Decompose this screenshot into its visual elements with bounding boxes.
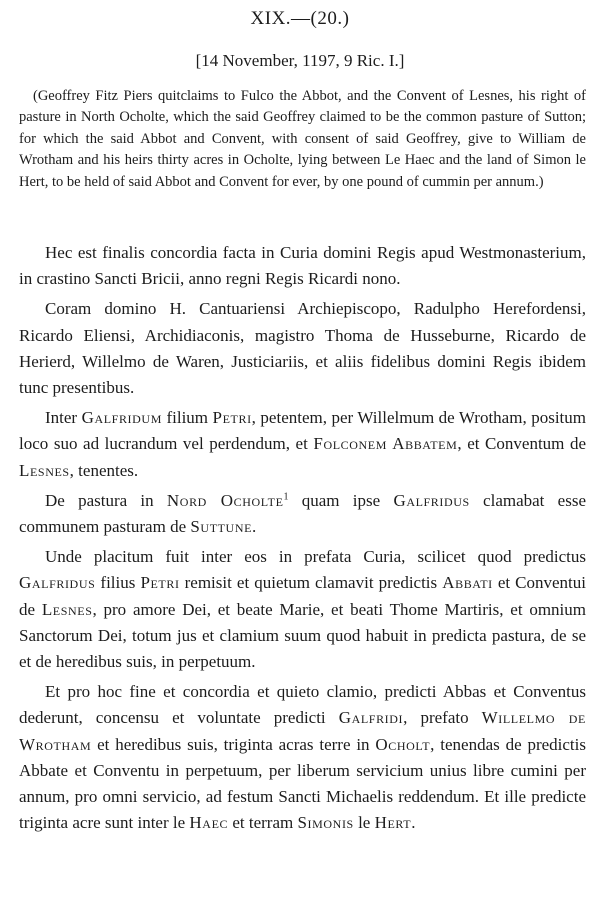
text-run: Unde placitum fuit inter eos in prefata Curia, scilicet quod predictus xyxy=(45,547,586,567)
text-run: clamabat esse communem pasturam de xyxy=(19,490,586,537)
text-run: , et Conventum de xyxy=(457,434,587,454)
name-ocholt: Ocholt xyxy=(375,734,431,754)
paragraph-5 xyxy=(19,544,586,675)
name-nord-ocholte: Nord Ocholte xyxy=(166,490,284,510)
name-simonis: Simonis xyxy=(297,813,354,833)
name-petri: Petri xyxy=(140,573,180,593)
name-galfridus: Galfridus xyxy=(393,490,470,510)
footnote-marker: 1 xyxy=(283,491,289,503)
paragraph-4 xyxy=(19,488,586,540)
name-petri: Petri xyxy=(212,408,252,428)
text-run: et heredibus suis, triginta acras terre in xyxy=(91,734,376,754)
text-run: le xyxy=(353,813,375,833)
name-lesnes: Lesnes xyxy=(41,599,93,619)
name-hert: Hert xyxy=(374,813,412,833)
name-galfridus: Galfridus xyxy=(19,573,96,593)
text-run: , petentem, per Willelmum de Wrotham, positum loco suo ad lucrandum vel perdendum, et xyxy=(19,408,586,454)
text-run: , pro amore Dei, et beate Marie, et beati Thome Martiris, et omnium Sanctorum Dei, totum jus et clamium suum quod habuit in predicta pastura, de se et de heredibus suis, in perpetuum. xyxy=(19,599,587,672)
text-run: quam ipse xyxy=(288,490,394,510)
latin-text xyxy=(19,240,586,840)
charter-date: [14 November, 1197, 9 Ric. I.] xyxy=(195,51,405,70)
text-run: filium xyxy=(161,408,213,428)
text-run: et terram xyxy=(228,813,298,833)
charter-heading: XIX.—(20.) xyxy=(250,8,350,29)
paragraph-6 xyxy=(19,679,586,836)
name-abbati: Abbati xyxy=(442,573,493,593)
name-galfridum: Galfridum xyxy=(81,408,162,428)
name-galfridi: Galfridi xyxy=(338,708,404,728)
paragraph-1: Hec est finalis concordia facta in Curia domini Regis apud Westmonasterium, in crastino Sancti Bricii, anno regni Regis Ricardi nono. xyxy=(19,243,586,289)
text-run: , tenentes. xyxy=(69,460,139,480)
paragraph-3 xyxy=(19,405,586,484)
text-run: filius xyxy=(95,573,141,593)
text-run: , tenendas de predictis Abbate et Conventu in perpetuum, per liberum servicium unius libre cumini per annum, pro omni servicio, ad festum Sancti Michaelis reddendum. Et ille predicte triginta acre sunt inter le xyxy=(19,734,586,833)
paragraph-2: Coram domino H. Cantuariensi Archiepiscopo, Radulpho Herefordensi, Ricardo Eliensi, Archidiaconis, magistro Thoma de Husseburne, Ricardo de Herierd, Willelmo de Waren, Justiciariis, et aliis fidelibus domini Regis ibidem tunc presentibus. xyxy=(19,299,586,398)
english-summary xyxy=(19,86,586,193)
text-run: Inter xyxy=(45,408,82,428)
text-run: . xyxy=(411,813,416,833)
text-run: , prefato xyxy=(403,708,482,728)
summary-paragraph: (Geoffrey Fitz Piers quitclaims to Fulco the Abbot, and the Convent of Lesnes, his right of pasture in North Ocholte, which the said Geoffrey claimed to be the common pasture of Sutton; for which the said Abbot and Convent, with consent of said Geoffrey, give to William de Wrotham and his heirs thirty acres in Ocholte, lying between Le Haec and the land of Simon le Hert, to be held of said Abbot and Convent for ever, by one pound of cummin per annum.) xyxy=(19,88,586,190)
name-lesnes: Lesnes xyxy=(19,460,70,480)
name-folconem-abbatem: Folconem Abbatem xyxy=(313,434,458,454)
text-run: . xyxy=(252,517,257,537)
text-run: et Conventui de xyxy=(19,573,586,619)
name-haec: Haec xyxy=(189,813,229,833)
text-run: De pastura in xyxy=(45,490,167,510)
name-suttune: Suttune xyxy=(190,517,253,537)
name-willelmo-de-wrotham: Willelmo de Wrotham xyxy=(19,708,586,754)
text-run: Et pro hoc fine et concordia et quieto clamio, predicti Abbas et Conventus dederunt, concensu et voluntate predicti xyxy=(19,682,586,728)
text-run: remisit et quietum clamavit predictis xyxy=(179,573,443,593)
